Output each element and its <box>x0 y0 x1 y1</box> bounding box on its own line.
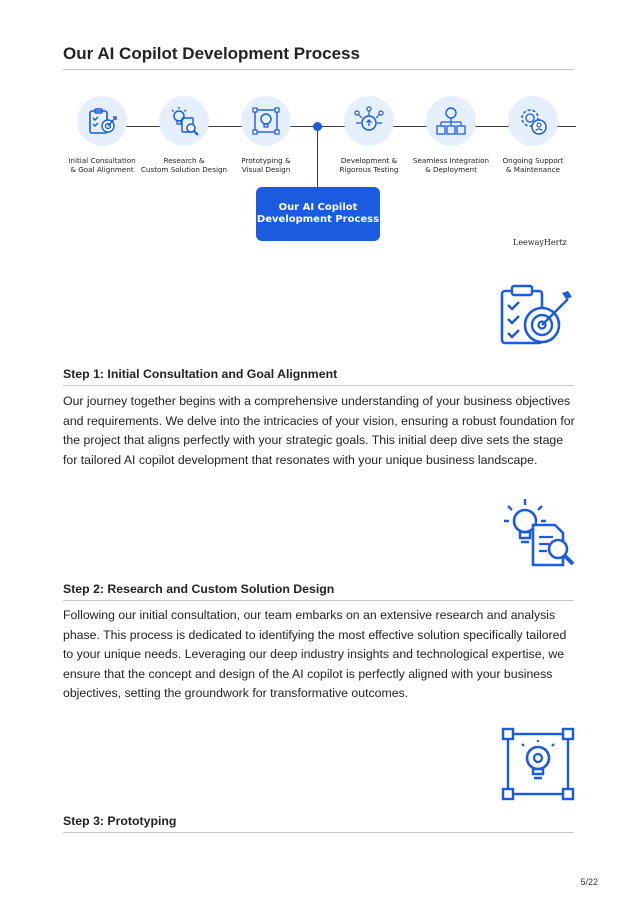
support-gear-icon <box>517 105 549 137</box>
center-process-box: Our AI Copilot Development Process <box>256 187 380 241</box>
gear-network-icon <box>353 105 385 137</box>
node-label-prototyping: Prototyping & Visual Design <box>241 156 291 174</box>
node-label-research: Research & Custom Solution Design <box>140 156 228 174</box>
step-2-heading: Step 2: Research and Custom Solution Design <box>63 582 335 596</box>
node-integration <box>426 96 476 146</box>
node-initial-consultation <box>77 96 127 146</box>
bulb-frame-icon <box>250 105 282 137</box>
step-3-divider <box>63 832 574 833</box>
node-support <box>508 96 558 146</box>
target-checklist-icon <box>498 283 576 347</box>
step-1-divider <box>63 385 574 386</box>
integration-icon <box>435 105 467 137</box>
node-label-initial-consultation: Initial Consultation & Goal Alignment <box>68 156 136 174</box>
step-3-heading: Step 3: Prototyping <box>63 814 177 828</box>
node-label-support: Ongoing Support & Maintenance <box>502 156 564 174</box>
idea-research-icon <box>503 497 577 569</box>
target-checklist-icon <box>86 105 118 137</box>
brand-logo: LeewayHertz <box>513 238 567 247</box>
node-label-development: Development & Rigorous Testing <box>339 156 399 174</box>
page-number: 5/22 <box>580 877 598 887</box>
step-2-divider <box>63 600 574 601</box>
node-research <box>159 96 209 146</box>
title-divider <box>63 69 574 70</box>
step-1-heading: Step 1: Initial Consultation and Goal Alignment <box>63 367 338 381</box>
bulb-frame-icon <box>500 726 576 802</box>
step-1-text: Our journey together begins with a comprehensive understanding of your business objectives and requirements. We delve into the intricacies of your vision, ensuring a robust foundation for the project that aligns perfectly with your strategic goals. This initial deep dive sets the stage for tailored AI copilot development that resonates with your unique business landscape. <box>63 394 575 467</box>
process-diagram <box>63 80 574 260</box>
node-label-integration: Seamless Integration & Deployment <box>412 156 490 174</box>
idea-research-icon <box>168 105 200 137</box>
node-prototyping <box>241 96 291 146</box>
step-2-text: Following our initial consultation, our team embarks on an extensive research and analysis phase. This process is dedicated to identifying the most effective solution specifically tailored to your unique needs. Leveraging our deep industry insights and technological expertise, we ensure that the concept and design of the AI copilot is perfectly aligned with your business objectives, setting the groundwork for transformative outcomes. <box>63 608 567 700</box>
node-development <box>344 96 394 146</box>
connector-dot <box>313 122 322 131</box>
page-title: Our AI Copilot Development Process <box>63 44 360 63</box>
